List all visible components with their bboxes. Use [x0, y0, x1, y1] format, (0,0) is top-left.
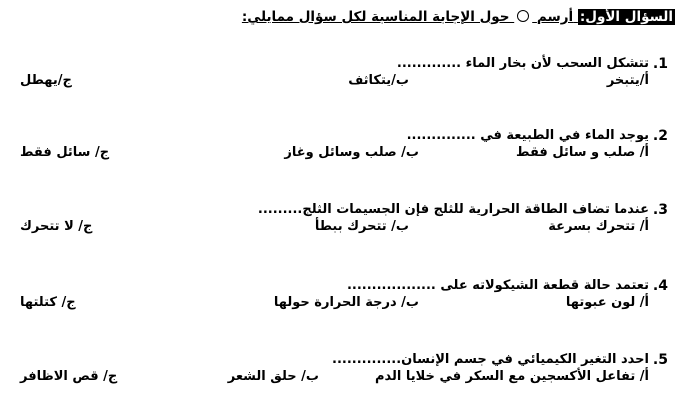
question-stem: يوجد الماء في الطبيعة في .............. [406, 128, 649, 143]
option-a[interactable]: أ/يتبخر [606, 73, 649, 88]
heading-instruction-end: حول الإجابة المناسبة لكل سؤال ممايلي: [241, 9, 510, 25]
option-a[interactable]: أ/ تتحرك بسرعة [548, 219, 649, 234]
circle-icon [517, 10, 529, 22]
option-c[interactable]: ج/يهطل [20, 73, 72, 88]
option-b[interactable]: ب/ درجة الحرارة حولها [273, 295, 419, 310]
question-stem: احدد التغير الكيميائي في جسم الإنسان.............. [332, 352, 649, 367]
question-stem: تعتمد حالة قطعة الشيكولاته على .................. [346, 278, 649, 293]
heading-instruction-start: أرسم [536, 9, 574, 25]
heading-label: السؤال الأول: [579, 9, 673, 25]
question-number: 1. [652, 56, 668, 72]
question-number: 5. [652, 352, 668, 368]
option-c[interactable]: ج/ كتلتها [20, 295, 76, 310]
option-a[interactable]: أ/ لون عبوتها [565, 295, 649, 310]
question-number: 2. [652, 128, 668, 144]
option-a[interactable]: أ/ صلب و سائل فقط [516, 145, 649, 160]
question-number: 4. [652, 278, 668, 294]
option-c[interactable]: ج/ سائل فقط [20, 145, 110, 160]
option-b[interactable]: ب/ صلب وسائل وغاز [284, 145, 419, 160]
question-number: 3. [652, 202, 668, 218]
option-b[interactable]: ب/ حلق الشعر [227, 369, 319, 384]
option-a[interactable]: أ/ تفاعل الأكسجين مع السكر في خلايا الدم [375, 369, 649, 384]
question-heading [242, 9, 675, 26]
option-c[interactable]: ج/ لا تتحرك [20, 219, 93, 234]
question-stem: تتشكل السحب لأن بخار الماء ............. [396, 56, 649, 71]
option-c[interactable]: ج/ قص الاظافر [20, 369, 118, 384]
question-stem: عندما تضاف الطاقة الحرارية للثلج فإن الجسيمات الثلج......... [257, 202, 649, 217]
option-b[interactable]: ب/ تتحرك ببطأ [314, 219, 409, 234]
option-b[interactable]: ب/يتكاثف [348, 73, 409, 88]
